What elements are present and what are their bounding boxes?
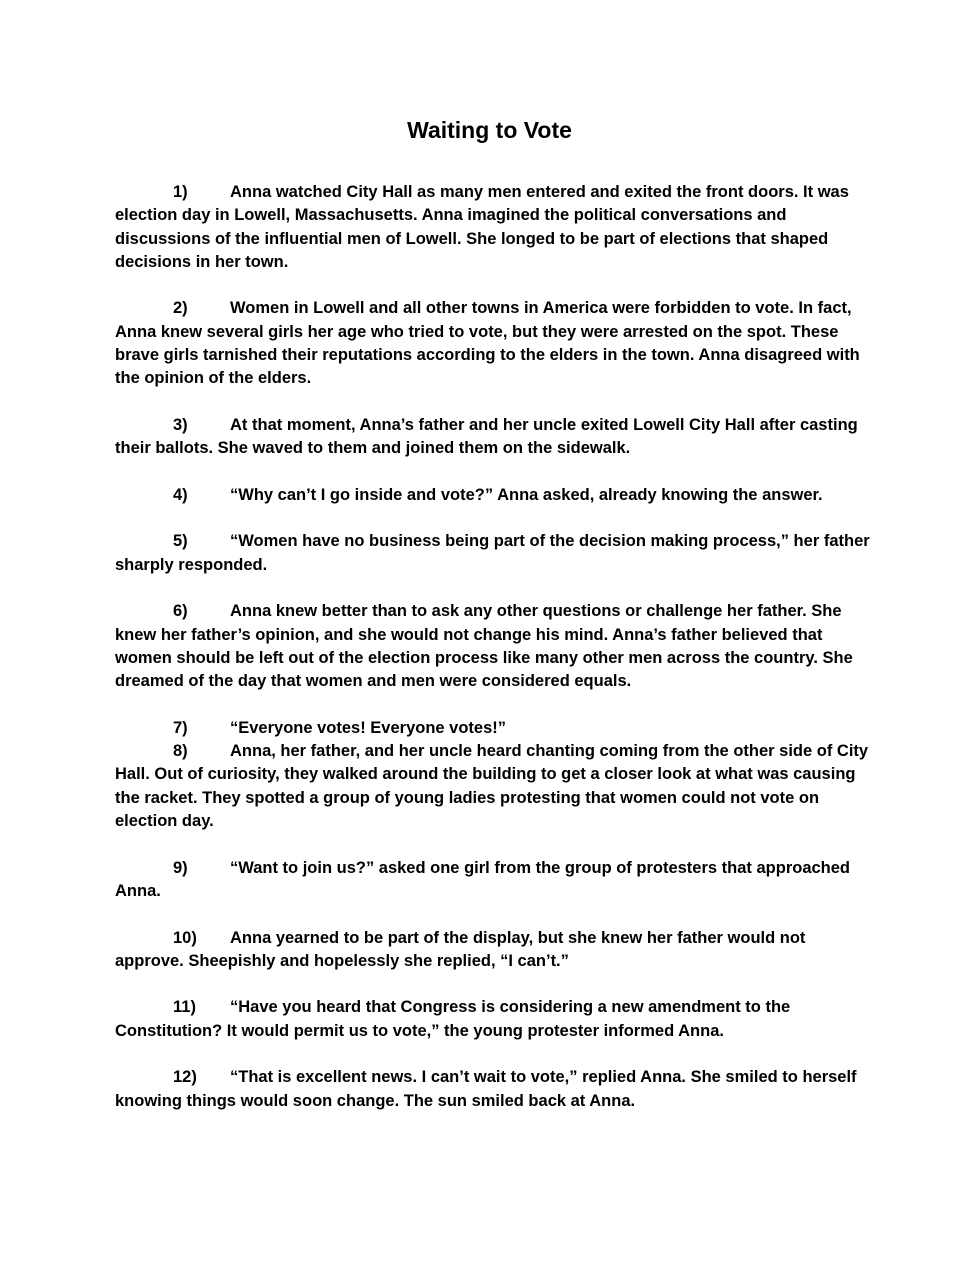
paragraph-text: At that moment, Anna’s father and her uncle exited Lowell City Hall after casting their ballots. She waved to them and joined them on the sidewalk. xyxy=(115,415,858,458)
paragraph-text: “That is excellent news. I can’t wait to vote,” replied Anna. She smiled to herself knowing things would soon change. The sun smiled back at Anna. xyxy=(115,1068,857,1110)
paragraph-number: 3) xyxy=(173,415,188,434)
paragraph-2 xyxy=(115,297,875,390)
paragraph-text: Anna yearned to be part of the display, but she knew her father would not approve. Sheepishly and hopelessly she replied, “I can’t.” xyxy=(115,928,806,970)
paragraph-6 xyxy=(115,600,875,693)
paragraph-number: 9) xyxy=(173,858,188,877)
paragraph-1 xyxy=(115,181,875,274)
paragraph-number: 8) xyxy=(173,742,188,761)
document-title: Waiting to Vote xyxy=(407,117,572,143)
paragraph-number: 2) xyxy=(173,299,188,318)
paragraph-number: 10) xyxy=(173,928,197,947)
document-body xyxy=(115,181,875,1113)
paragraph-number: 7) xyxy=(173,718,188,737)
paragraph-text: Anna, her father, and her uncle heard chanting coming from the other side of City Hall. Out of curiosity, they walked around the building to get a closer look at what was causing the racket. They spotted a group of young ladies protesting that women could not vote on election day. xyxy=(115,742,869,831)
paragraph-8 xyxy=(115,740,875,833)
paragraph-9 xyxy=(115,857,875,904)
paragraph-text: “Have you heard that Congress is considering a new amendment to the Constitution? It would permit us to vote,” the young protester informed Anna. xyxy=(115,998,791,1040)
paragraph-11 xyxy=(115,996,875,1043)
paragraph-7 xyxy=(115,717,875,740)
paragraph-number: 11) xyxy=(173,998,196,1017)
paragraph-text: Anna knew better than to ask any other questions or challenge her father. She knew her father’s opinion, and she would not change his mind. Anna’s father believed that women should be left out of the election process like many other men across the country. She dreamed of the day that women and men were considered equals. xyxy=(115,602,853,691)
paragraph-number: 5) xyxy=(173,532,188,551)
paragraph-5 xyxy=(115,530,875,577)
paragraph-12 xyxy=(115,1066,875,1113)
paragraph-10 xyxy=(115,927,875,974)
paragraph-3 xyxy=(115,414,875,461)
paragraph-number: 1) xyxy=(173,183,188,201)
paragraph-number: 12) xyxy=(173,1068,197,1087)
paragraph-text: “Women have no business being part of the decision making process,” her father sharply responded. xyxy=(115,532,870,574)
paragraph-4 xyxy=(115,484,875,507)
paragraph-text: “Want to join us?” asked one girl from the group of protesters that approached Anna. xyxy=(115,858,851,900)
paragraph-text: Women in Lowell and all other towns in America were forbidden to vote. In fact, Anna knew several girls her age who tried to vote, but they were arrested on the spot. These brave girls tarnished their reputations according to the elders in the town. Anna disagreed with the opinion of the elders. xyxy=(115,299,860,388)
paragraph-text: Anna watched City Hall as many men entered and exited the front doors. It was election day in Lowell, Massachusetts. Anna imagined the political conversations and discussions of the influential men of Lowell. She longed to be part of elections that shaped decisions in her town. xyxy=(115,183,849,271)
paragraph-text: “Why can’t I go inside and vote?” Anna asked, already knowing the answer. xyxy=(230,485,823,504)
paragraph-text: “Everyone votes! Everyone votes!” xyxy=(230,718,507,737)
paragraph-number: 6) xyxy=(173,602,188,621)
paragraph-number: 4) xyxy=(173,485,188,504)
